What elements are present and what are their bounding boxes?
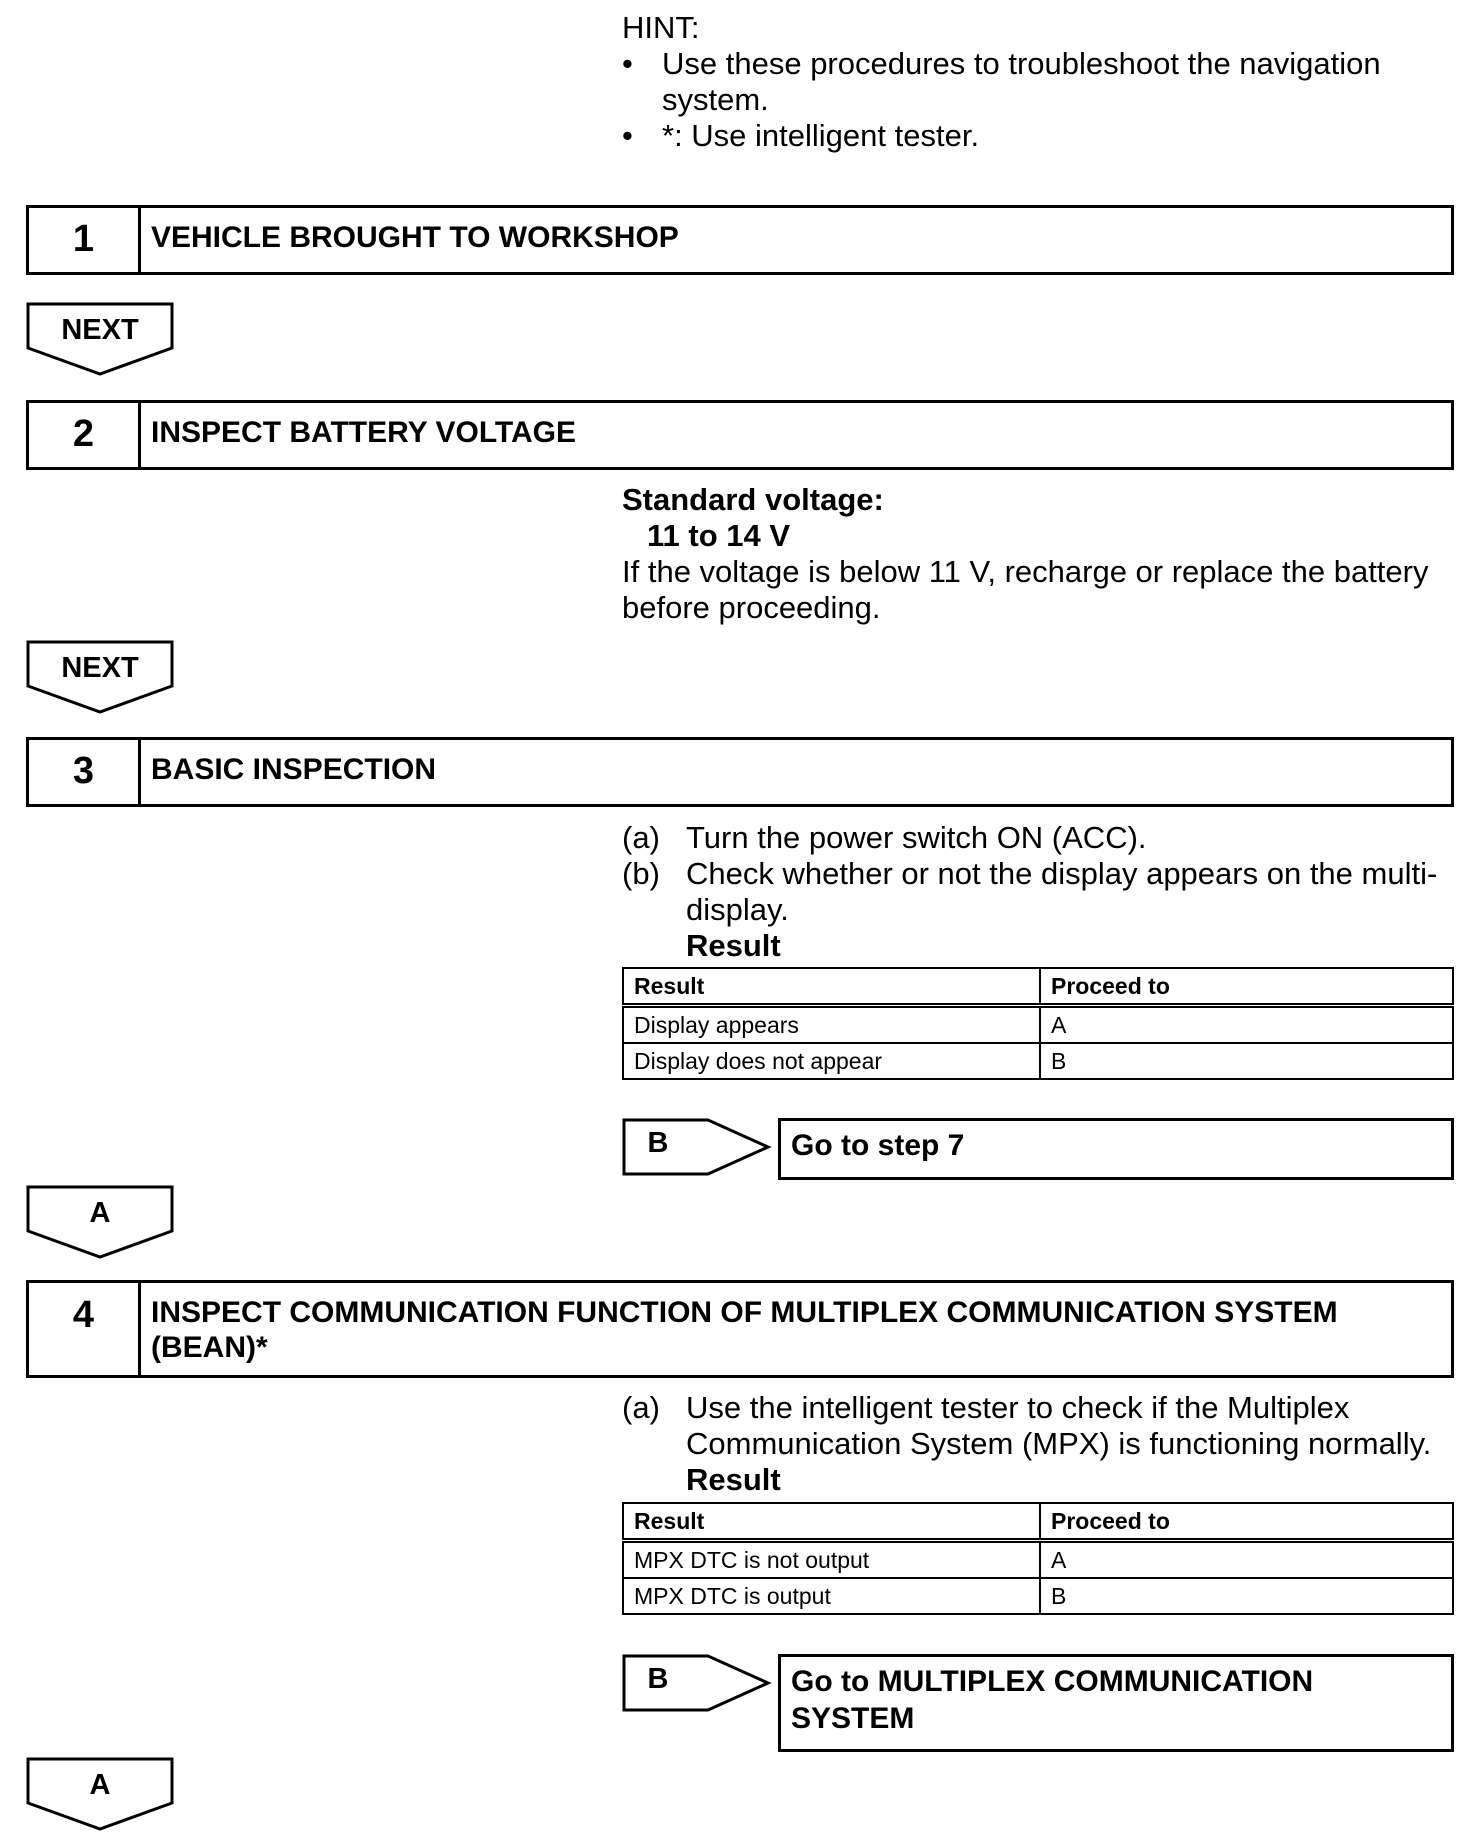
branch-label: B	[647, 1663, 669, 1695]
table-header-cell: Proceed to	[1040, 1503, 1453, 1541]
hint-list	[622, 46, 1422, 156]
voltage-note-line1: If the voltage is below 11 V, recharge or replace the battery	[622, 554, 1429, 589]
a-tag	[26, 1757, 174, 1832]
hint-item-1-line1: Use these procedures to troubleshoot the navigation	[662, 46, 1381, 81]
table-row	[623, 1541, 1453, 1579]
step4-result-table	[622, 1502, 1454, 1615]
step-title: INSPECT BATTERY VOLTAGE	[151, 416, 577, 449]
step-number: 2	[29, 403, 141, 467]
step-1-header	[26, 205, 1454, 275]
branch-target	[778, 1654, 1454, 1752]
branch-target: Go to step 7	[778, 1118, 1454, 1180]
step-number: 1	[29, 208, 141, 272]
standard-voltage-value: 11 to 14 V	[647, 518, 791, 553]
hint-title: HINT:	[622, 10, 700, 45]
step3-result-heading: Result	[686, 928, 781, 963]
table-cell: MPX DTC is not output	[623, 1541, 1040, 1579]
step3-b-label: (b)	[622, 856, 660, 891]
step-title	[141, 1283, 1338, 1375]
step-3-header	[26, 737, 1454, 807]
step-4-header	[26, 1280, 1454, 1378]
table-cell: B	[1040, 1043, 1453, 1079]
table-header-cell: Result	[623, 1503, 1040, 1541]
table-row	[623, 1043, 1453, 1079]
table-cell: MPX DTC is output	[623, 1578, 1040, 1614]
step4-a-text-line2: Communication System (MPX) is functioning normally.	[686, 1426, 1432, 1461]
branch-target-line2: SYSTEM	[791, 1702, 915, 1735]
a-label: A	[89, 1769, 111, 1801]
step-title-line2: (BEAN)*	[151, 1331, 268, 1364]
a-tag	[26, 1185, 174, 1260]
step3-branch-b	[622, 1118, 1454, 1180]
step4-a-label: (a)	[622, 1390, 660, 1425]
branch-label: B	[647, 1127, 669, 1159]
table-header-row	[623, 1503, 1453, 1541]
branch-target-line1: Go to MULTIPLEX COMMUNICATION	[791, 1665, 1314, 1698]
step-2-header	[26, 400, 1454, 470]
step4-result-heading: Result	[686, 1462, 781, 1497]
next-label: NEXT	[61, 314, 139, 346]
step-title: BASIC INSPECTION	[151, 753, 437, 786]
standard-voltage-label: Standard voltage:	[622, 482, 884, 517]
voltage-note-line2: before proceeding.	[622, 590, 881, 625]
step-number: 3	[29, 740, 141, 804]
table-header-row	[623, 968, 1453, 1006]
step-title-line1: INSPECT COMMUNICATION FUNCTION OF MULTIPLEX COMMUNICATION SYSTEM	[151, 1296, 1338, 1329]
step3-b-text-line2: display.	[686, 892, 789, 927]
step-title: VEHICLE BROUGHT TO WORKSHOP	[151, 221, 679, 254]
a-label: A	[89, 1197, 111, 1229]
step3-result-table	[622, 967, 1454, 1080]
next-tag	[26, 302, 174, 377]
step4-a-text-line1: Use the intelligent tester to check if the Multiplex	[686, 1390, 1350, 1425]
hint-bullet: •	[622, 118, 633, 153]
table-cell: B	[1040, 1578, 1453, 1614]
table-cell: A	[1040, 1541, 1453, 1579]
hint-item-2: *: Use intelligent tester.	[662, 118, 980, 153]
step4-branch-b	[622, 1654, 1454, 1752]
hint-bullet: •	[622, 46, 633, 81]
next-label: NEXT	[61, 652, 139, 684]
step3-a-label: (a)	[622, 820, 660, 855]
table-cell: Display appears	[623, 1006, 1040, 1044]
hint-item-1-line2: system.	[662, 82, 769, 117]
step3-b-text-line1: Check whether or not the display appears on the multi-	[686, 856, 1438, 891]
table-cell: A	[1040, 1006, 1453, 1044]
table-header-cell: Result	[623, 968, 1040, 1006]
table-row	[623, 1578, 1453, 1614]
table-cell: Display does not appear	[623, 1043, 1040, 1079]
step3-a-text: Turn the power switch ON (ACC).	[686, 820, 1147, 855]
table-row	[623, 1006, 1453, 1044]
table-header-cell: Proceed to	[1040, 968, 1453, 1006]
next-tag	[26, 640, 174, 715]
step-number: 4	[29, 1283, 141, 1375]
